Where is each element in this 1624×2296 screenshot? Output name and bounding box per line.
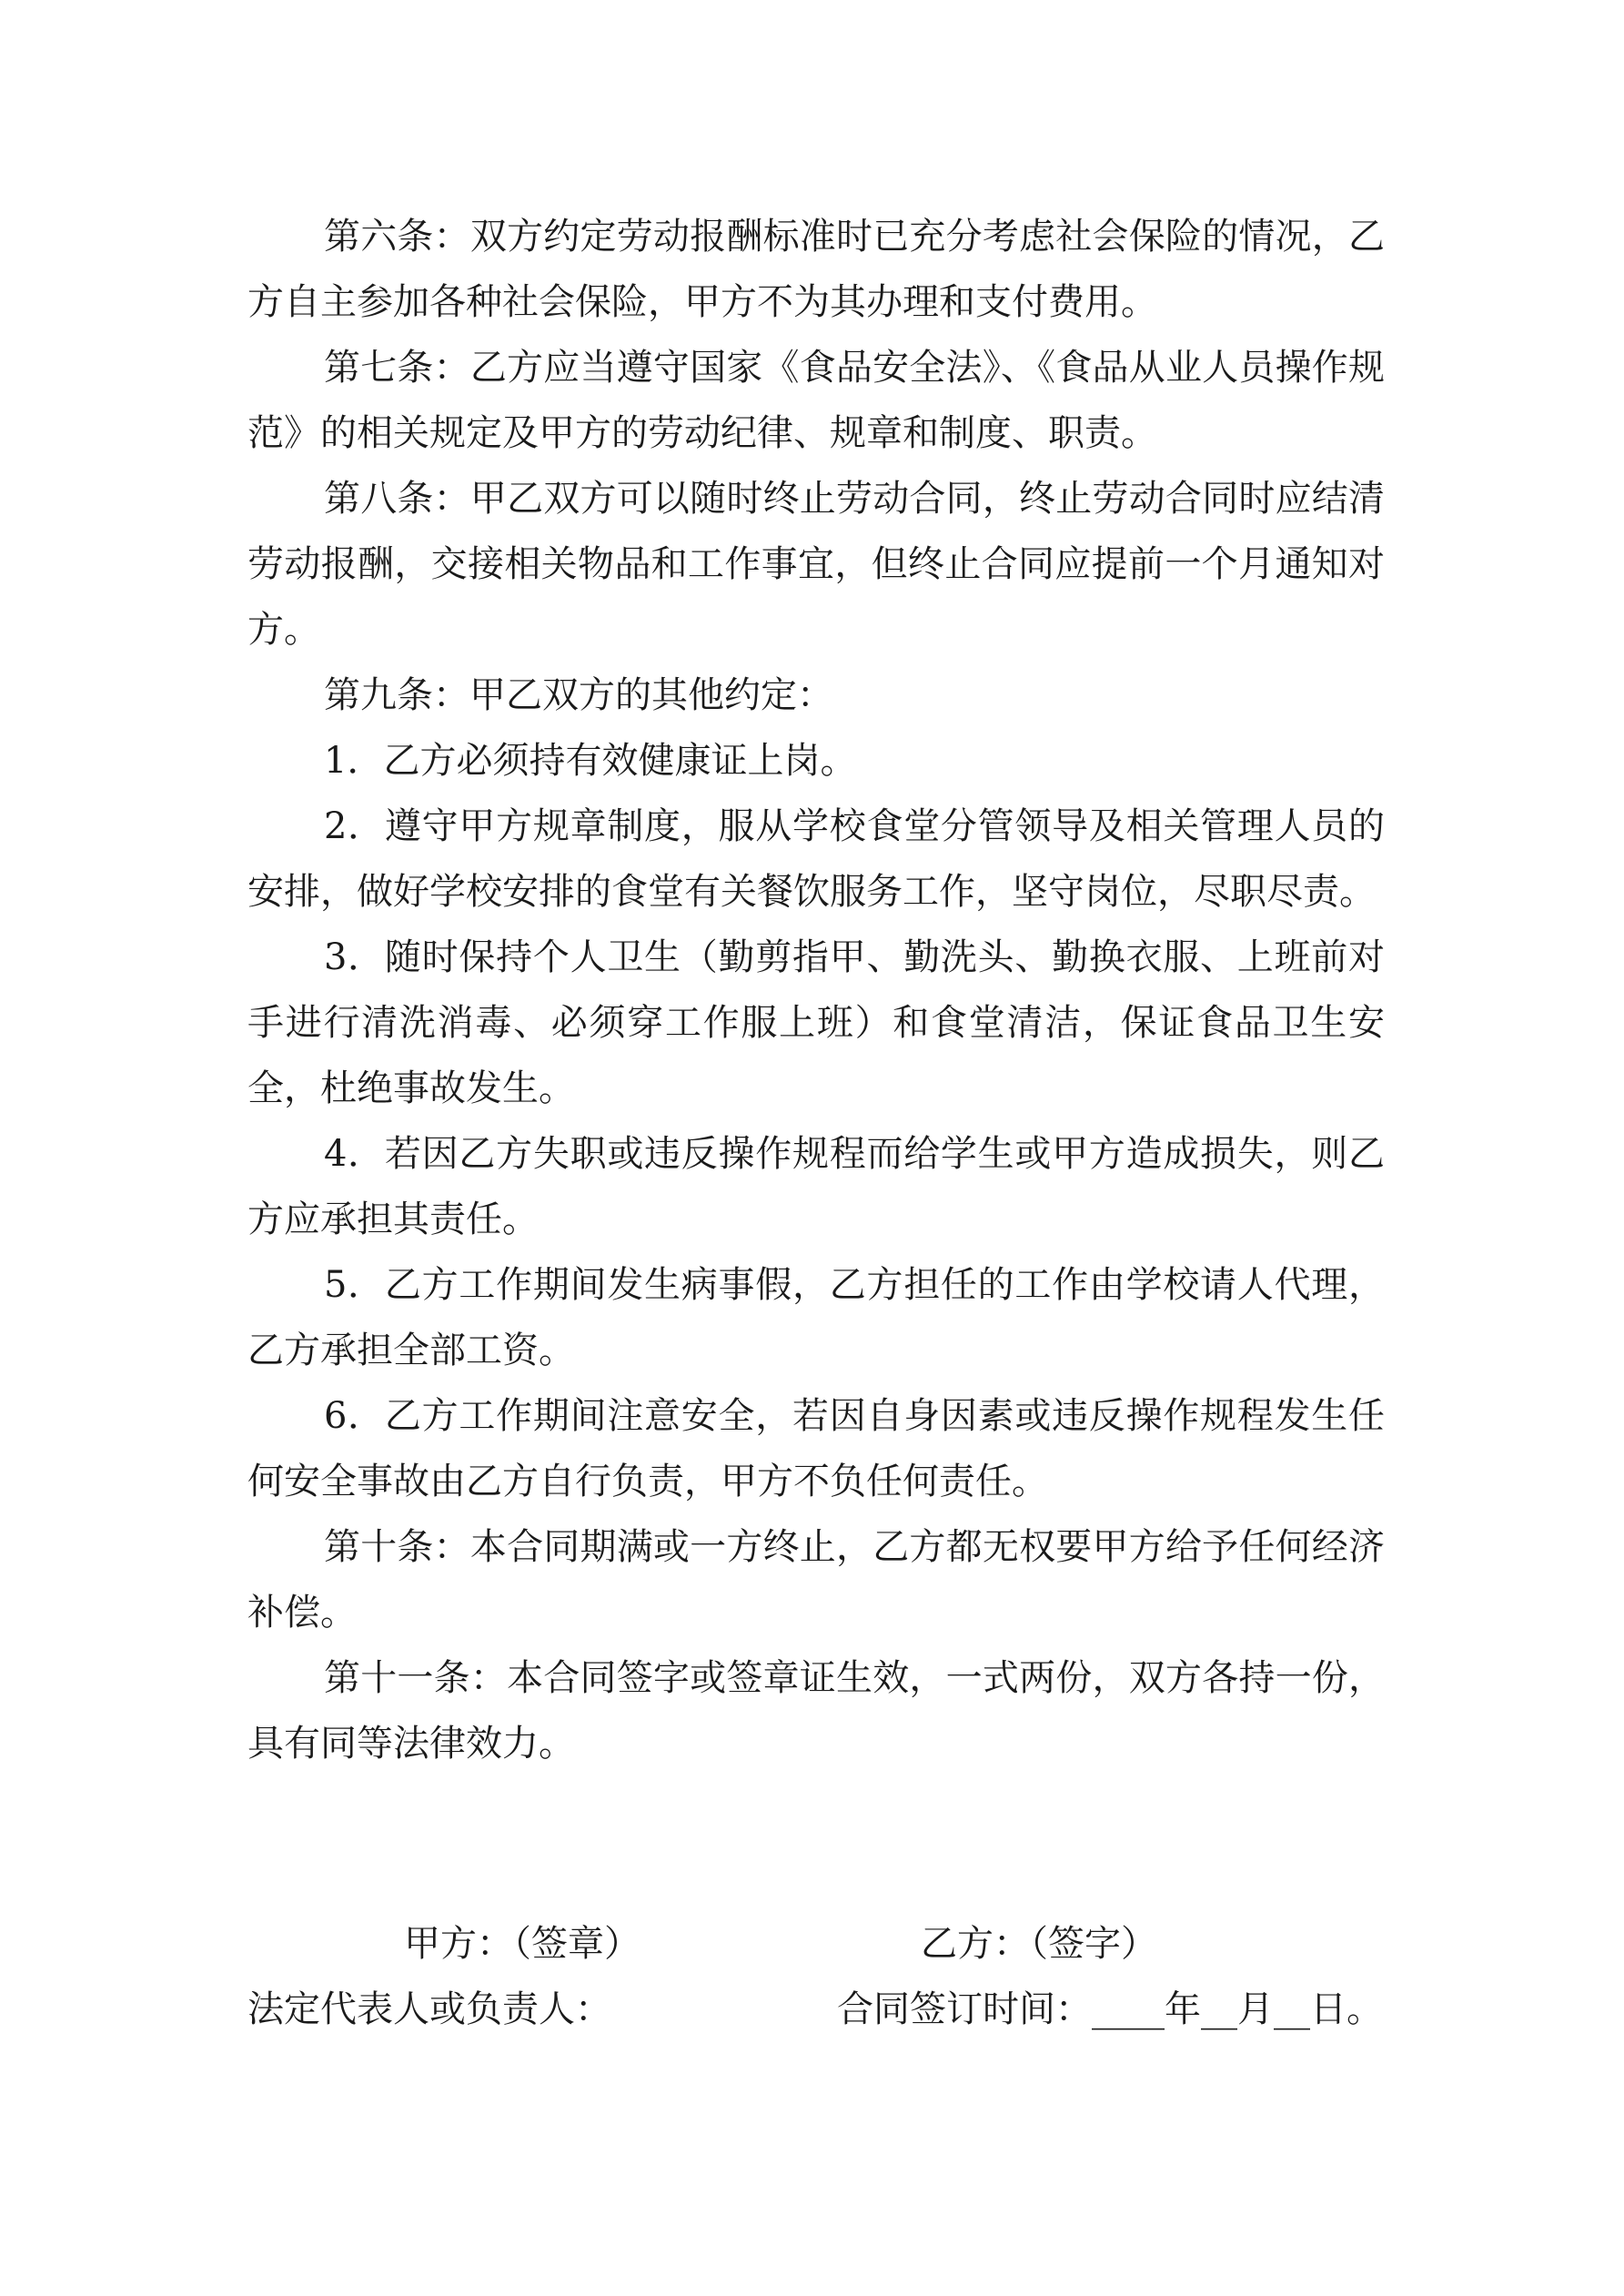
party-b-signature-label: 乙方：（签字） <box>921 1923 1157 1965</box>
clause-10: 第十条：本合同期满或一方终止，乙方都无权要甲方给予任何经济补偿。 <box>247 1526 1385 1633</box>
clause-9-item-4: 4．若因乙方失职或违反操作规程而给学生或甲方造成损失，则乙方应承担其责任。 <box>247 1133 1385 1240</box>
party-a-seal-label: 甲方：（签章） <box>404 1923 641 1965</box>
legal-representative-label: 法定代表人或负责人： <box>247 1988 611 2030</box>
clause-9-item-6: 6．乙方工作期间注意安全，若因自身因素或违反操作规程发生任何安全事故由乙方自行负责，甲方不负任何责任。 <box>247 1395 1385 1502</box>
clause-8: 第八条：甲乙双方可以随时终止劳动合同，终止劳动合同时应结清劳动报酬，交接相关物品和工作事宜，但终止合同应提前一个月通知对方。 <box>247 478 1385 651</box>
signature-row-details <box>247 1977 1385 2042</box>
clause-9: 第九条：甲乙双方的其他约定： <box>324 674 833 716</box>
contract-date-line: 合同签订时间：____年__月__日。 <box>837 1988 1383 2030</box>
clause-11: 第十一条：本合同签字或签章证生效，一式两份，双方各持一份，具有同等法律效力。 <box>247 1657 1385 1765</box>
clause-9-item-5: 5．乙方工作期间发生病事假，乙方担任的工作由学校请人代理，乙方承担全部工资。 <box>247 1264 1385 1371</box>
contract-body <box>247 204 1385 1776</box>
signature-row-parties <box>247 1911 1385 1977</box>
clause-9-item-3: 3．随时保持个人卫生（勤剪指甲、勤洗头、勤换衣服、上班前对手进行清洗消毒、必须穿工作服上班）和食堂清洁，保证食品卫生安全，杜绝事故发生。 <box>247 936 1385 1109</box>
clause-6: 第六条：双方约定劳动报酬标准时已充分考虑社会保险的情况，乙方自主参加各种社会保险，甲方不为其办理和支付费用。 <box>247 216 1385 323</box>
signature-block <box>247 1911 1385 2042</box>
clause-9-item-1: 1．乙方必须持有效健康证上岗。 <box>324 740 857 782</box>
clause-9-item-2: 2．遵守甲方规章制度，服从学校食堂分管领导及相关管理人员的安排，做好学校安排的食堂有关餐饮服务工作，坚守岗位，尽职尽责。 <box>247 805 1385 913</box>
clause-7: 第七条：乙方应当遵守国家《食品安全法》、《食品从业人员操作规范》的相关规定及甲方的劳动纪律、规章和制度、职责。 <box>247 347 1385 454</box>
